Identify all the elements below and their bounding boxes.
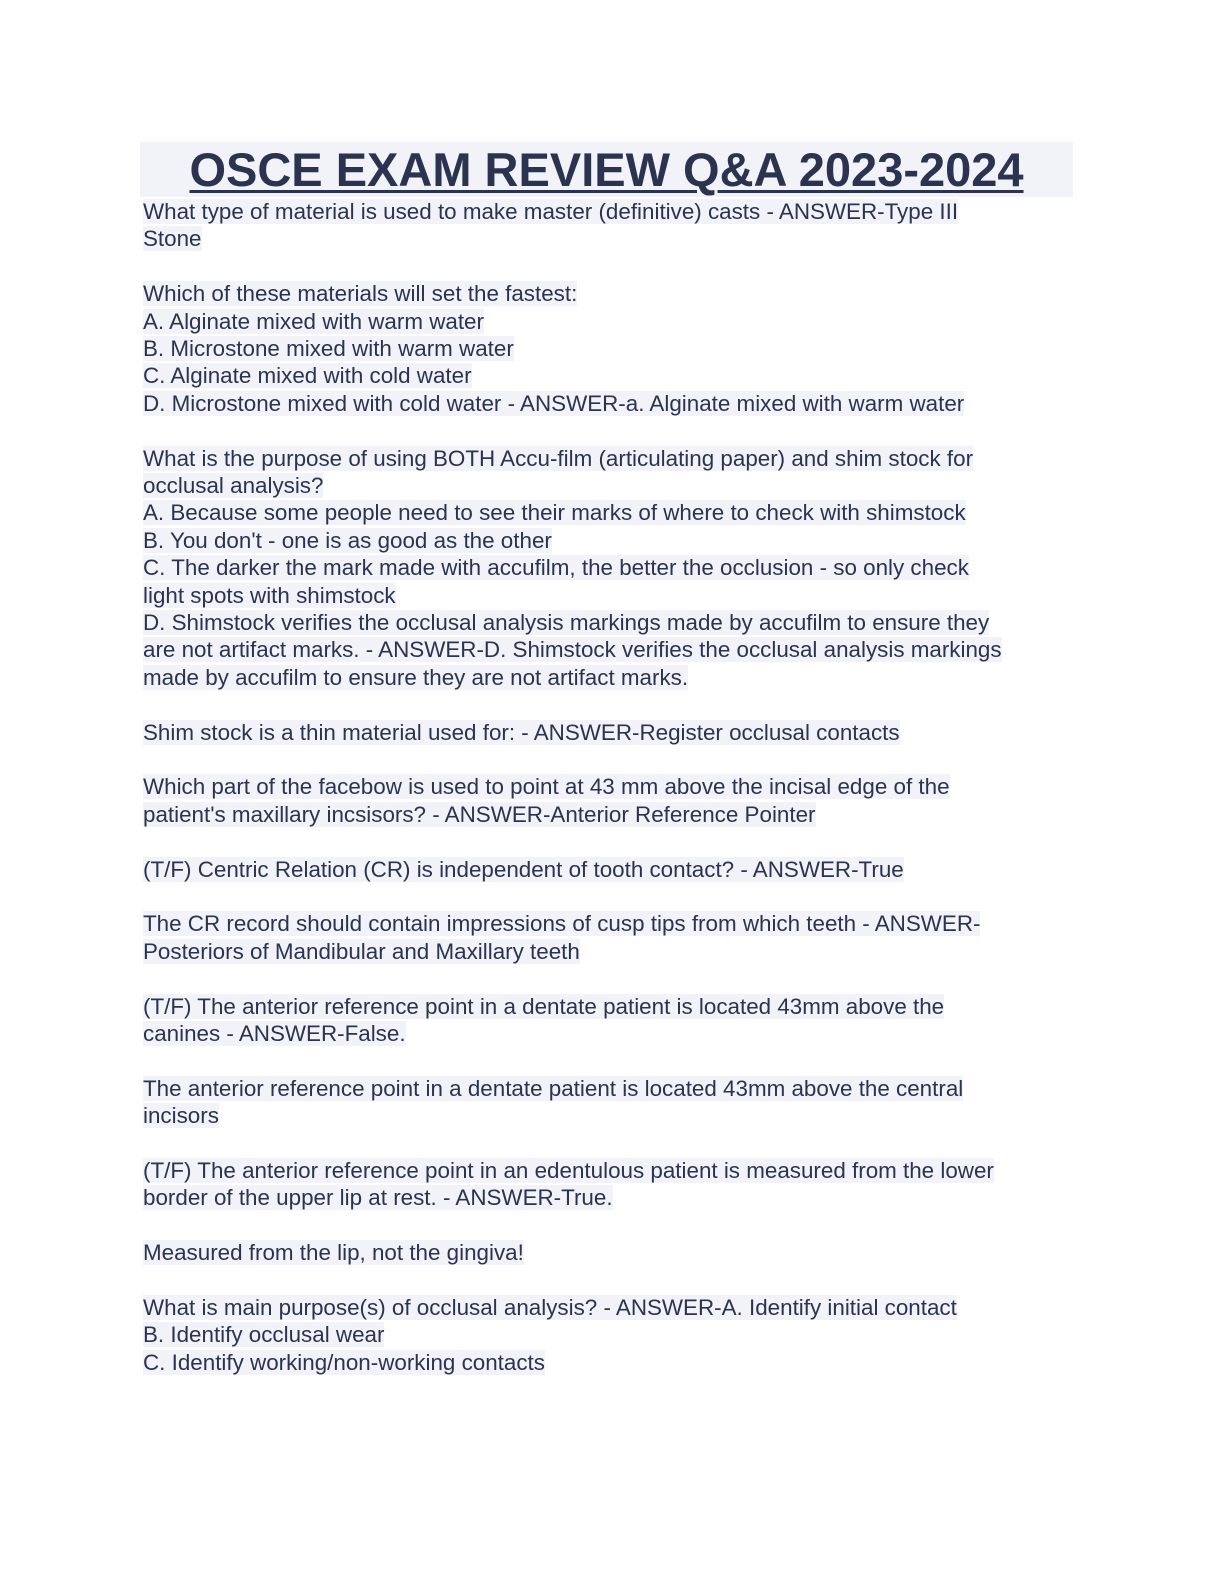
qa-block: [143, 993, 1073, 1048]
line-text: (T/F) The anterior reference point in an edentulous patient is measured from the lower: [143, 1158, 994, 1184]
line-text: (T/F) Centric Relation (CR) is independent of tooth contact? - ANSWER-True: [143, 856, 904, 882]
qa-block: [143, 773, 1073, 828]
qa-block: [143, 1294, 1073, 1376]
text-line: [143, 472, 1073, 499]
line-text: Shim stock is a thin material used for: - ANSWER-Register occlusal contacts: [143, 719, 900, 745]
text-line: [143, 1102, 1073, 1129]
line-text: Which part of the facebow is used to point at 43 mm above the incisal edge of the: [143, 774, 950, 800]
text-line: [143, 1349, 1073, 1376]
qa-block: [143, 910, 1073, 965]
line-text: A. Because some people need to see their marks of where to check with shimstock: [143, 500, 966, 526]
line-text: Posteriors of Mandibular and Maxillary teeth: [143, 938, 580, 964]
text-line: [143, 308, 1073, 335]
line-text: C. Identify working/non-working contacts: [143, 1349, 545, 1375]
qa-block: [143, 856, 1073, 883]
text-line: [143, 801, 1073, 828]
text-line: [143, 499, 1073, 526]
text-line: [143, 719, 1073, 746]
text-line: [143, 609, 1073, 636]
line-text: border of the upper lip at rest. - ANSWER-True.: [143, 1185, 613, 1211]
text-line: [143, 1075, 1073, 1102]
line-text: incisors: [143, 1103, 219, 1129]
line-text: occlusal analysis?: [143, 473, 324, 499]
qa-block: [143, 1157, 1073, 1212]
line-text: B. Identify occlusal wear: [143, 1322, 385, 1348]
qa-block: [143, 198, 1073, 253]
line-text: The CR record should contain impressions of cusp tips from which teeth - ANSWER-: [143, 911, 981, 937]
text-line: [143, 1184, 1073, 1211]
line-text: C. Alginate mixed with cold water: [143, 363, 472, 389]
line-text: What is main purpose(s) of occlusal analysis? - ANSWER-A. Identify initial contact: [143, 1295, 957, 1321]
text-line: [143, 335, 1073, 362]
text-line: [143, 910, 1073, 937]
qa-block: [143, 719, 1073, 746]
line-text: B. Microstone mixed with warm water: [143, 336, 514, 362]
line-text: The anterior reference point in a dentate patient is located 43mm above the central: [143, 1075, 964, 1101]
qa-block: [143, 280, 1073, 417]
line-text: (T/F) The anterior reference point in a dentate patient is located 43mm above the: [143, 993, 945, 1019]
qa-block: [143, 445, 1073, 692]
text-line: [143, 1157, 1073, 1184]
line-text: Measured from the lip, not the gingiva!: [143, 1240, 524, 1266]
text-line: [143, 225, 1073, 252]
text-line: [143, 856, 1073, 883]
line-text: Which of these materials will set the fastest:: [143, 281, 578, 307]
text-line: [143, 527, 1073, 554]
line-text: D. Shimstock verifies the occlusal analysis markings made by accufilm to ensure they: [143, 610, 990, 636]
text-line: [143, 582, 1073, 609]
line-text: What is the purpose of using BOTH Accu-film (articulating paper) and shim stock for: [143, 445, 974, 471]
text-line: [143, 554, 1073, 581]
document-title: OSCE EXAM REVIEW Q&A 2023-2024: [189, 143, 1024, 196]
line-text: A. Alginate mixed with warm water: [143, 308, 484, 334]
title-banner: [140, 142, 1073, 197]
qa-block: [143, 1239, 1073, 1266]
text-line: [143, 198, 1073, 225]
qa-block: [143, 1075, 1073, 1130]
text-line: [143, 938, 1073, 965]
text-line: [143, 773, 1073, 800]
line-text: Stone: [143, 226, 202, 252]
line-text: C. The darker the mark made with accufilm, the better the occlusion - so only check: [143, 555, 969, 581]
text-line: [143, 1020, 1073, 1047]
line-text: canines - ANSWER-False.: [143, 1021, 406, 1047]
text-line: [143, 993, 1073, 1020]
text-line: [143, 390, 1073, 417]
text-line: [143, 362, 1073, 389]
text-line: [143, 1294, 1073, 1321]
line-text: light spots with shimstock: [143, 582, 396, 608]
text-line: [143, 1239, 1073, 1266]
text-line: [143, 1321, 1073, 1348]
line-text: B. You don't - one is as good as the other: [143, 527, 552, 553]
text-line: [143, 280, 1073, 307]
line-text: made by accufilm to ensure they are not artifact marks.: [143, 664, 689, 690]
line-text: are not artifact marks. - ANSWER-D. Shimstock verifies the occlusal analysis markings: [143, 637, 1002, 663]
text-line: [143, 445, 1073, 472]
line-text: D. Microstone mixed with cold water - ANSWER-a. Alginate mixed with warm water: [143, 390, 965, 416]
line-text: What type of material is used to make master (definitive) casts - ANSWER-Type III: [143, 199, 959, 224]
text-line: [143, 636, 1073, 663]
text-line: [143, 664, 1073, 691]
qa-content: [143, 198, 1073, 1404]
line-text: patient's maxillary incsisors? - ANSWER-Anterior Reference Pointer: [143, 801, 816, 827]
